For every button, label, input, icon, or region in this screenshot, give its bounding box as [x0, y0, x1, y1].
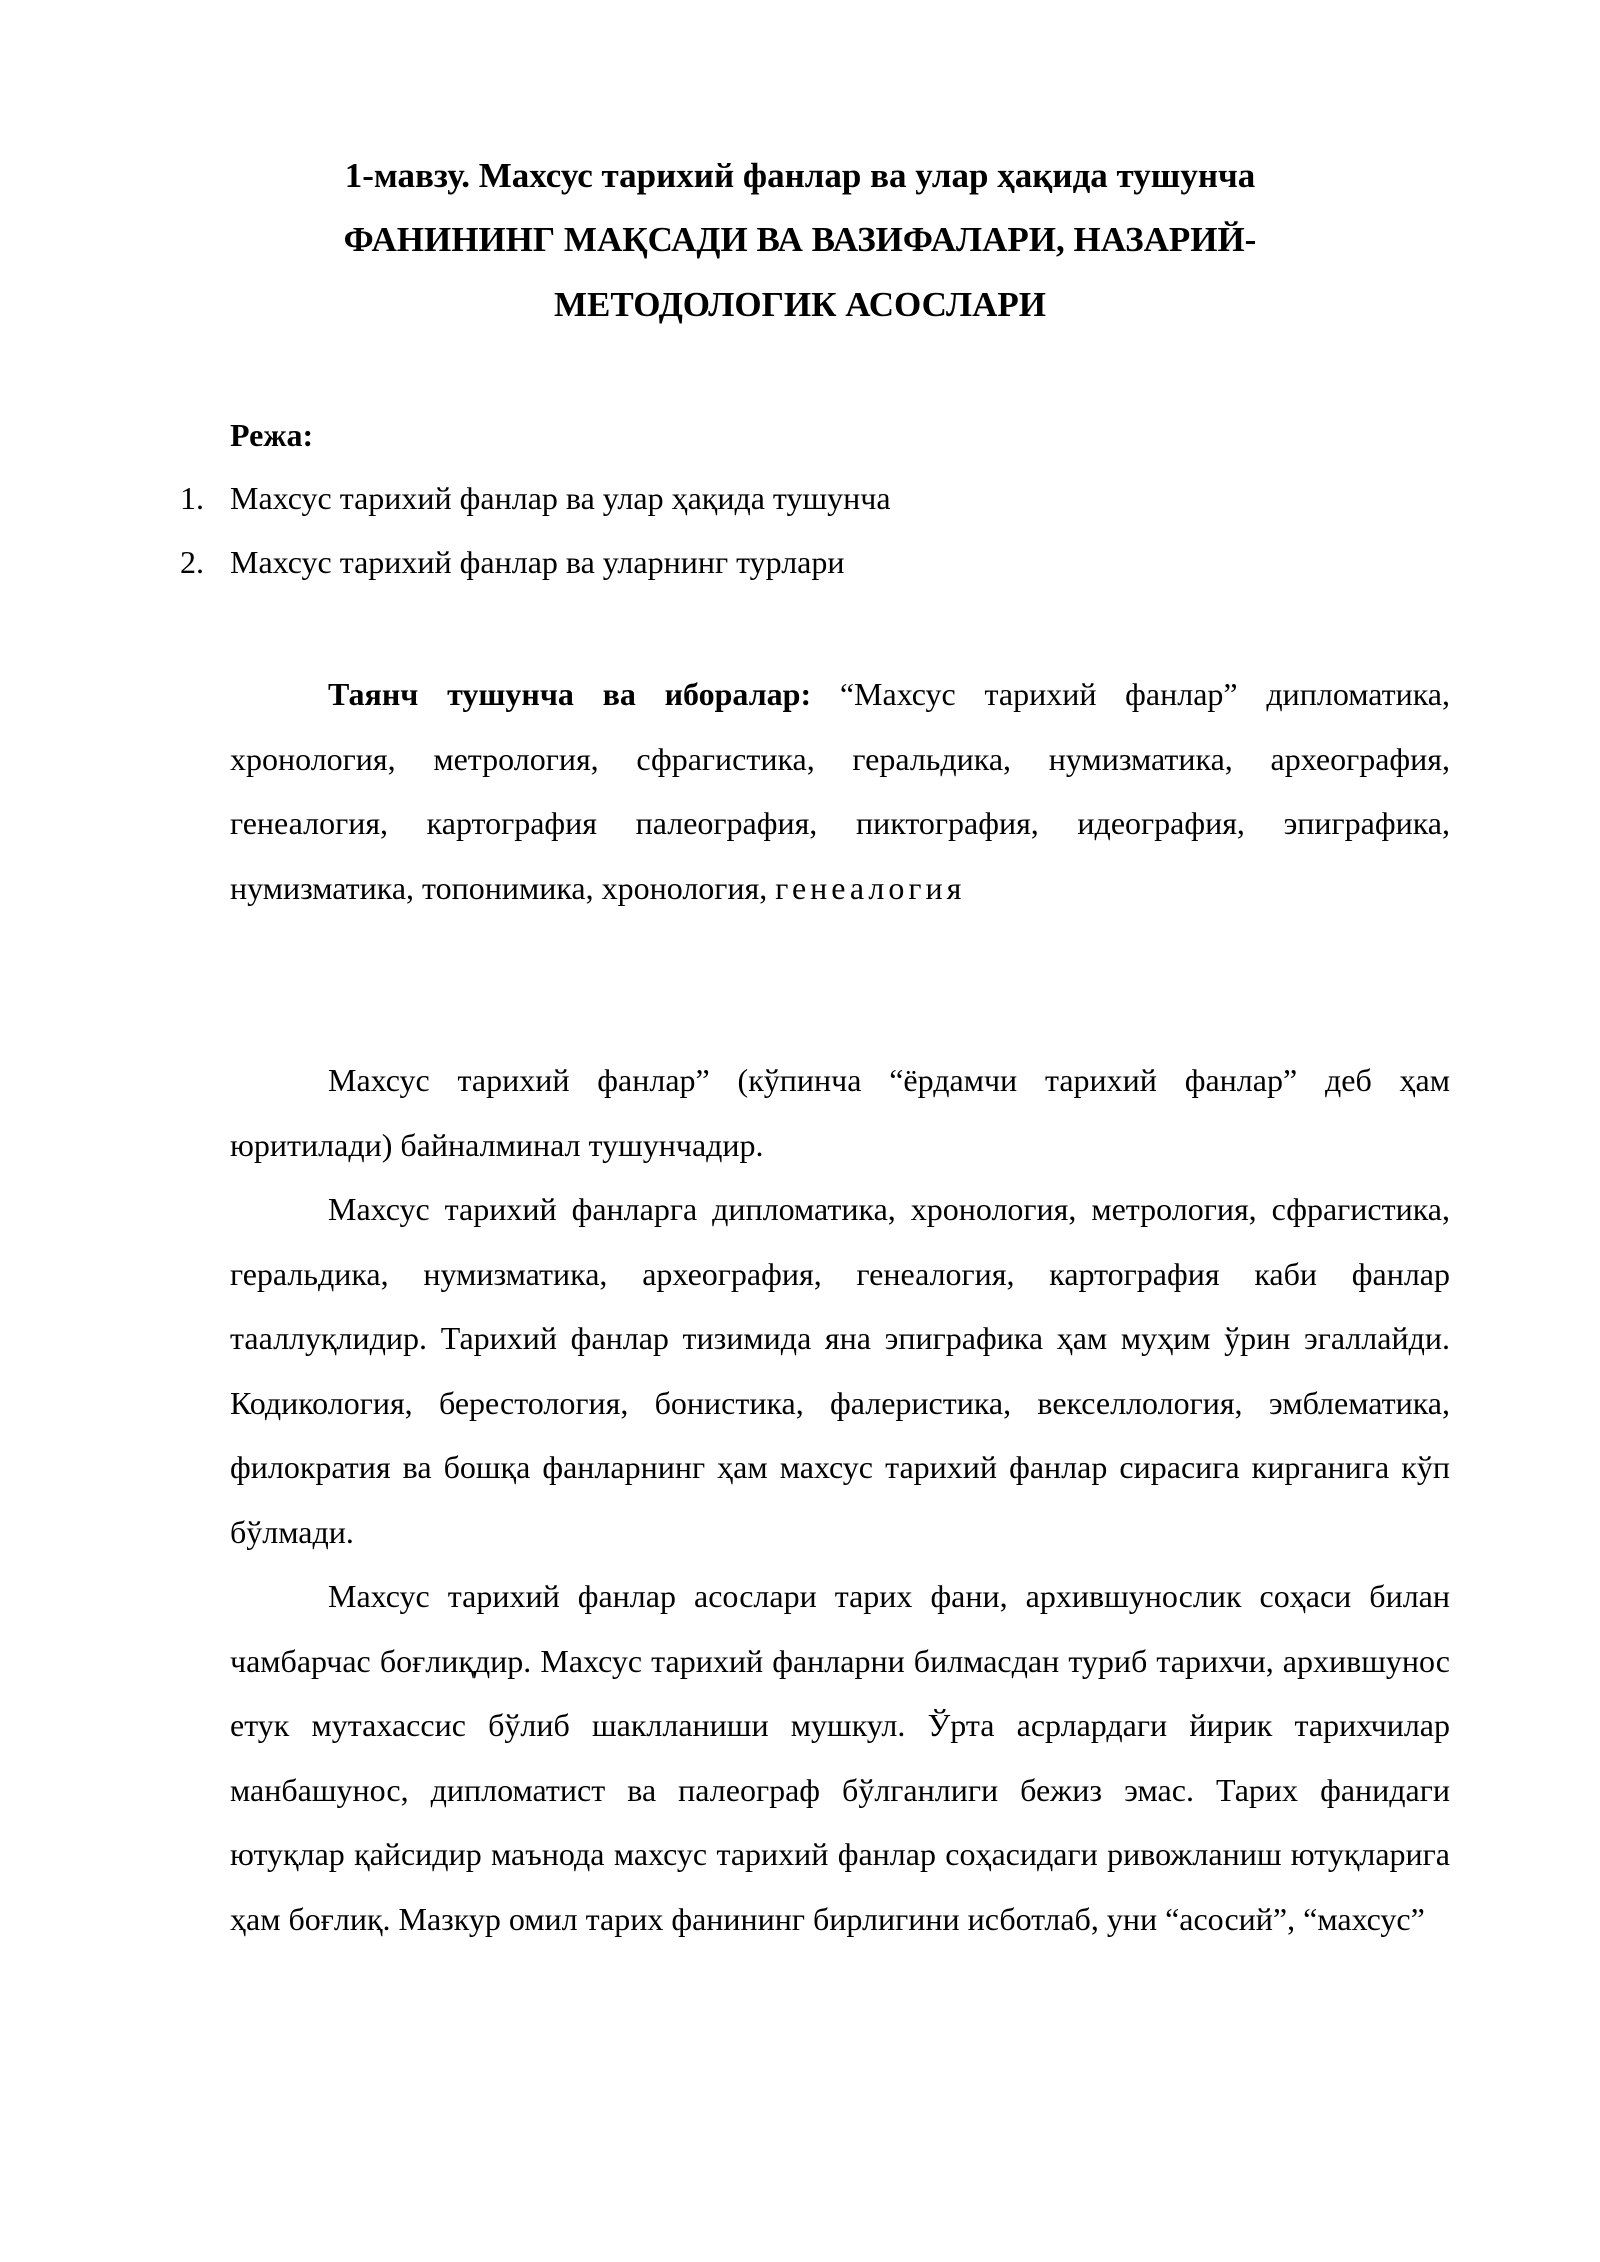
keywords-label: Таянч тушунча ва иборалар:	[328, 676, 812, 712]
body-text	[230, 1048, 1450, 1951]
keywords-block	[230, 662, 1450, 920]
paragraph-foundations: Махсус тарихий фанлар асослари тарих фани, архившунослик соҳаси билан чамбарчас боғлиқдир. Махсус тарихий фанларни билмасдан туриб тарихчи, архившунос етук мутахассис бўлиб шаклланиши мушкул. Ўрта асрлардаги йирик тарихчилар манбашунос, дипломатист ва палеограф бўлганлиги бежиз эмас. Тарих фанидаги ютуқлар қайсидир маънода махсус тарихий фанлар соҳасидаги ривожланиш ютуқларига ҳам боғлиқ. Мазкур омил тарих фанининг бирлигини исботлаб, уни “асосий”, “махсус”	[230, 1578, 1450, 1937]
subtitle-line-1: ФАНИНИНГ МАҚСАДИ ВА ВАЗИФАЛАРИ, НАЗАРИЙ-	[343, 220, 1257, 259]
topic-title: 1-мавзу. Махсус тарихий фанлар ва улар ҳақида тушунча	[344, 156, 1256, 195]
plan-item	[180, 541, 1480, 583]
plan-item	[180, 477, 1480, 519]
plan-item-number: 1.	[180, 480, 204, 516]
plan-heading: Режа:	[230, 417, 314, 453]
keywords-text: “Махсус тарихий фанлар” дипломатика, хронология, метрология, сфрагистика, геральдика, нумизматика, археография, генеалогия, картография палеография, пиктография, идеография, эпиграфика, нумизматика, топонимика, хронология,	[230, 676, 1451, 906]
paragraph-intro: Махсус тарихий фанлар” (кўпинча “ёрдамчи тарихий фанлар” деб ҳам юритилади) байналминал тушунчадир.	[230, 1062, 1450, 1163]
plan-item-text: Махсус тарихий фанлар ва уларнинг турлари	[230, 544, 845, 580]
plan-item-text: Махсус тарихий фанлар ва улар ҳақида тушунча	[230, 480, 891, 516]
keywords-spaced-word: генеалогия	[775, 869, 966, 906]
subtitle-line-2: МЕТОДОЛОГИК АСОСЛАРИ	[553, 285, 1047, 324]
plan-item-number: 2.	[180, 544, 204, 580]
paragraph-disciplines: Махсус тарихий фанларга дипломатика, хронология, метрология, сфрагистика, геральдика, нумизматика, археография, генеалогия, картография каби фанлар тааллуқлидир. Тарихий фанлар тизимида яна эпиграфика ҳам муҳим ўрин эгаллайди. Кодикология, берестология, бонистика, фалеристика, векселлология, эмблематика, филократия ва бошқа фанларнинг ҳам махсус тарихий фанлар сирасига кирганига кўп бўлмади.	[230, 1191, 1450, 1550]
